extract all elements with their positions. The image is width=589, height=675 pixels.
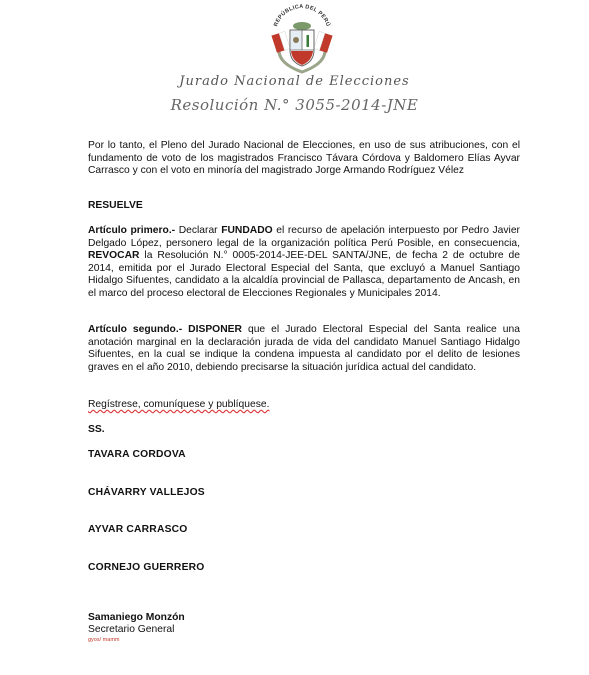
- article-first: [88, 225, 520, 301]
- magistrate-name: TAVARA CORDOVA: [88, 449, 186, 460]
- article-second: [88, 324, 520, 374]
- peru-coat-of-arms-icon: [262, 4, 342, 76]
- typist-initials: gyos/ mamm: [88, 637, 120, 643]
- magistrate-name: AYVAR CARRASCO: [88, 524, 188, 535]
- disponer-keyword: DISPONER: [182, 324, 242, 335]
- ss-label: SS.: [88, 424, 105, 435]
- article-first-text-3: la Resolución N.° 0005-2014-JEE-DEL SANTA/JNE, de fecha 2 de octubre de 2014, emitida por el Jurado Electoral Especial del Santa, que excluyó a Manuel Santiago Hidalgo Sifuentes, candidato a la alcaldía provincial de Pallasca, departamento de Ancash, en el marco del proceso electoral de Elecciones Regionales y Municipales 2014.: [88, 250, 520, 299]
- seal-text: REPÚBLICA DEL PERÚ: [273, 4, 331, 28]
- secretary-name: Samaniego Monzón: [88, 612, 185, 623]
- intro-paragraph: Por lo tanto, el Pleno del Jurado Nacional de Elecciones, en uso de sus atribuciones, con el fundamento de voto de los magistrados Francisco Távara Córdova y Baldomero Elías Ayvar Carrasco y con el voto en minoría del magistrado Jorge Armando Rodríguez Vélez: [88, 140, 520, 177]
- resuelve-heading: RESUELVE: [88, 200, 143, 211]
- revocar-keyword: REVOCAR: [88, 250, 140, 262]
- magistrate-name: CORNEJO GUERRERO: [88, 562, 205, 573]
- article-second-label: Artículo segundo.-: [88, 324, 183, 335]
- fundado-keyword: FUNDADO: [221, 225, 273, 236]
- closing-line: [88, 399, 520, 412]
- article-first-text-1: Declarar: [175, 225, 222, 236]
- resolution-number: Resolución N.° 3055-2014-JNE: [170, 96, 419, 114]
- organization-name: Jurado Nacional de Elecciones: [179, 74, 410, 89]
- article-first-label: Artículo primero.-: [88, 225, 176, 236]
- secretary-title: Secretario General: [88, 624, 175, 635]
- closing-text: Regístrese, comuníquese y publíquese.: [88, 399, 270, 410]
- magistrate-name: CHÁVARRY VALLEJOS: [88, 487, 205, 498]
- article-second-text: que el Jurado Electoral Especial del Santa realice una anotación marginal en la declaración jurada de vida del candidato Manuel Santiago Hidalgo Sifuentes, en la cual se indique la condena impuesta al candidato por el delito de lesiones graves en el año 2010, debiendo precisarse la situación jurídica actual del candidato.: [88, 324, 520, 373]
- article-first-text-2: el recurso de apelación interpuesto por Pedro Javier Delgado López, personero legal de la organización política Perú Posible, en consecuencia,: [88, 225, 520, 249]
